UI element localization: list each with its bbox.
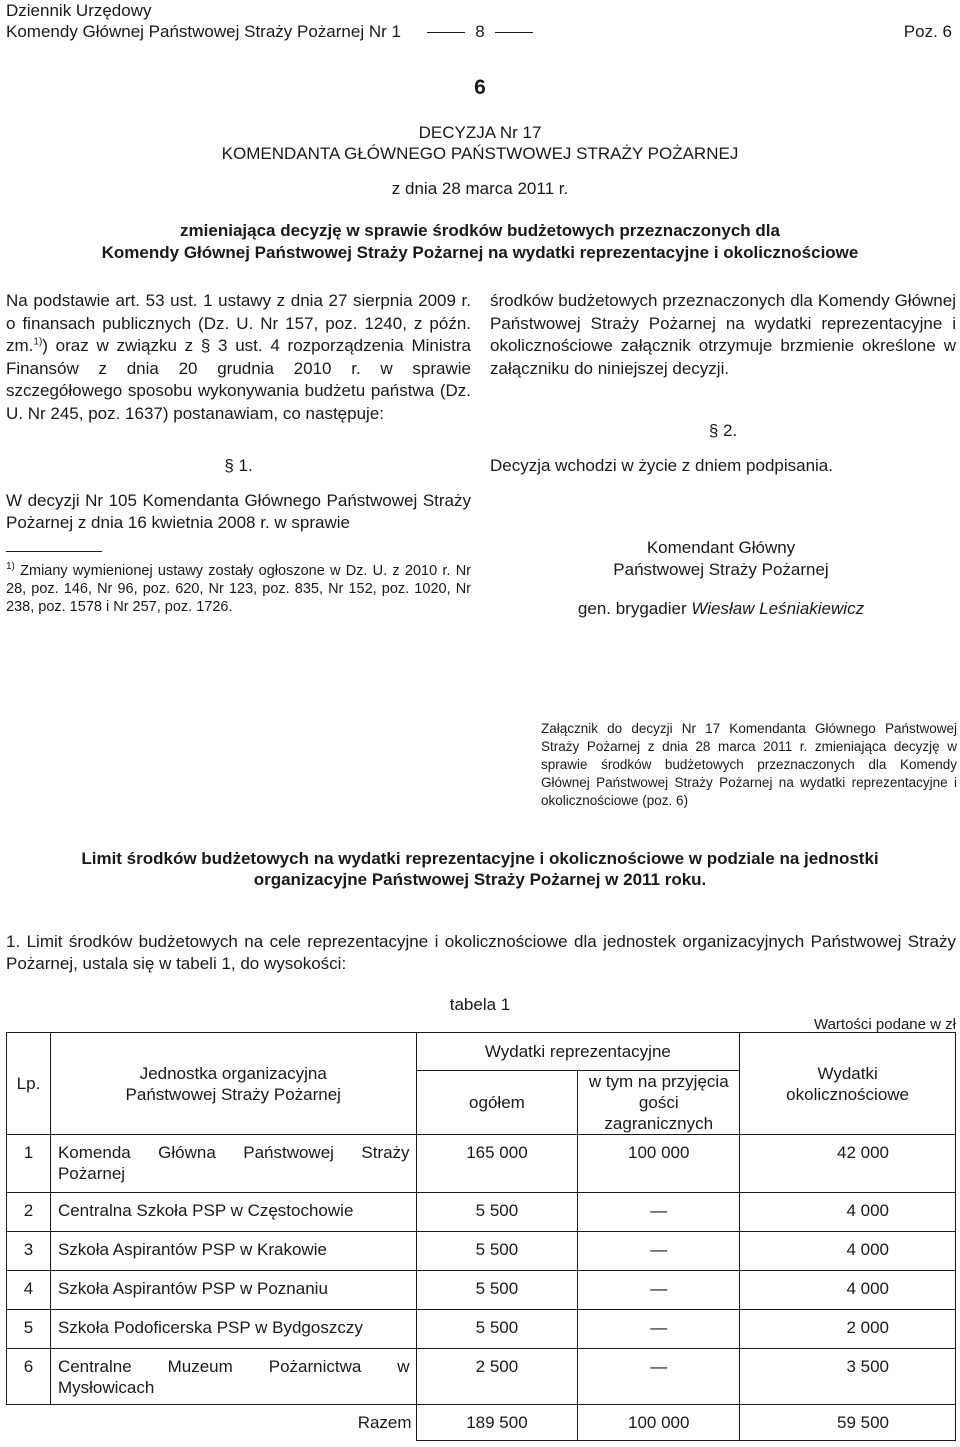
footnote-text: Zmiany wymienionej ustawy zostały ogłoszone w Dz. U. z 2010 r. Nr 28, poz. 146, Nr 96, poz. 620, Nr 123, poz. 835, Nr 152, poz. 1020, Nr 238, poz. 1578 i Nr 257, poz. 1726. xyxy=(6,563,471,615)
limit-title xyxy=(30,848,930,890)
decision-title-line2: KOMENDANTA GŁÓWNEGO PAŃSTWOWEJ STRAŻY POŻARNEJ xyxy=(221,144,739,163)
header-representative: Wydatki reprezentacyjne xyxy=(416,1033,740,1071)
row-guests: — xyxy=(578,1193,740,1232)
row-unit: Szkoła Podoficerska PSP w Bydgoszczy xyxy=(50,1310,416,1349)
header-occasional-line1: Wydatki xyxy=(817,1063,878,1083)
signature-rank: gen. brygadier xyxy=(577,599,692,618)
signature-name: Wiesław Leśniakiewicz xyxy=(691,599,865,618)
table-row xyxy=(7,1310,956,1349)
row-occasional: 4 000 xyxy=(740,1232,956,1271)
row-lp: 1 xyxy=(7,1135,51,1193)
header-guests: w tym na przyjęcia gości zagranicznych xyxy=(578,1071,740,1135)
row-occasional: 4 000 xyxy=(740,1271,956,1310)
row-guests: — xyxy=(578,1349,740,1405)
row-occasional: 4 000 xyxy=(740,1193,956,1232)
row-total: 2 500 xyxy=(416,1349,578,1405)
decision-subject-line1: zmieniająca decyzję w sprawie środków budżetowych przeznaczonych dla xyxy=(180,221,780,240)
row-lp: 6 xyxy=(7,1349,51,1405)
row-total: 5 500 xyxy=(416,1232,578,1271)
limit-title-line1: Limit środków budżetowych na wydatki reprezentacyjne i okolicznościowe w podziale na jednostki xyxy=(81,849,879,868)
units-note: Wartości podane w zł xyxy=(813,1016,956,1033)
preamble xyxy=(6,290,471,425)
row-occasional: 3 500 xyxy=(740,1349,956,1405)
table-row xyxy=(7,1232,956,1271)
signature-title-line2: Państwowej Straży Pożarnej xyxy=(613,560,829,579)
row-total: 5 500 xyxy=(416,1310,578,1349)
total-occasional: 59 500 xyxy=(740,1405,956,1441)
publication-subtitle: Komendy Głównej Państwowej Straży Pożarnej Nr 1 xyxy=(6,22,401,41)
row-guests: — xyxy=(578,1271,740,1310)
row-occasional: 42 000 xyxy=(740,1135,956,1193)
position-number: 6 xyxy=(474,76,486,99)
header-occasional-line2: okolicznościowe xyxy=(786,1084,910,1104)
header-lp: Lp. xyxy=(7,1033,51,1135)
row-total: 165 000 xyxy=(416,1135,578,1193)
footnote-ref: 1) xyxy=(33,336,43,348)
table-caption: tabela 1 xyxy=(449,995,511,1014)
row-total: 5 500 xyxy=(416,1193,578,1232)
row-lp: 3 xyxy=(7,1232,51,1271)
row-unit: Szkoła Aspirantów PSP w Krakowie xyxy=(50,1232,416,1271)
limit-intro: 1. Limit środków budżetowych na cele reprezentacyjne i okolicznościowe dla jednostek organizacyjnych Państwowej Straży Pożarnej, ustala się w tabeli 1, do wysokości: xyxy=(6,932,956,973)
footnote-marker: 1) xyxy=(6,561,15,573)
row-unit: Centralna Szkoła PSP w Częstochowie xyxy=(50,1193,416,1232)
row-guests: — xyxy=(578,1310,740,1349)
signature-title-line1: Komendant Główny xyxy=(646,538,796,557)
header-total: ogółem xyxy=(416,1071,578,1135)
preamble-text-a: Na podstawie art. 53 ust. 1 ustawy z dnia 27 sierpnia 2009 r. o finansach publicznych (Dz. U. Nr 157, poz. 1240, z późn. zm. xyxy=(6,291,471,355)
position-label: Poz. 6 xyxy=(903,22,952,41)
total-guests: 100 000 xyxy=(578,1405,740,1441)
row-lp: 5 xyxy=(7,1310,51,1349)
decision-title-line1: DECYZJA Nr 17 xyxy=(418,123,542,142)
row-unit: Szkoła Aspirantów PSP w Poznaniu xyxy=(50,1271,416,1310)
dash-right xyxy=(495,32,533,33)
dash-left xyxy=(427,32,465,33)
section-1-heading: § 1. xyxy=(224,456,253,475)
signature xyxy=(490,598,952,619)
header-occasional xyxy=(740,1033,956,1135)
row-unit: Komenda Główna Państwowej Straży Pożarnej xyxy=(50,1135,416,1193)
row-lp: 2 xyxy=(7,1193,51,1232)
section-2-text: Decyzja wchodzi w życie z dniem podpisania. xyxy=(490,456,833,475)
footnote-divider xyxy=(6,551,102,552)
row-lp: 4 xyxy=(7,1271,51,1310)
header-unit: Jednostka organizacyjna Państwowej Straży Pożarnej xyxy=(50,1033,416,1135)
publication-title: Dziennik Urzędowy xyxy=(6,1,152,20)
decision-date: z dnia 28 marca 2011 r. xyxy=(391,179,569,198)
annex-note: Załącznik do decyzji Nr 17 Komendanta Głównego Państwowej Straży Pożarnej z dnia 28 marca 2011 r. zmieniająca decyzję w sprawie środków budżetowych przeznaczonych dla Komendy Głównej Państwowej Straży Pożarnej na wydatki reprezentacyjne i okolicznościowe (poz. 6) xyxy=(541,721,957,808)
decision-subject-line2: Komendy Głównej Państwowej Straży Pożarnej na wydatki reprezentacyjne i okolicznościowe xyxy=(101,243,859,262)
row-occasional: 2 000 xyxy=(740,1310,956,1349)
limit-title-line2: organizacyjne Państwowej Straży Pożarnej w 2011 roku. xyxy=(253,870,707,889)
page-number: 8 xyxy=(475,22,485,41)
table-row xyxy=(7,1193,956,1232)
page-number-block xyxy=(0,21,960,42)
total-total: 189 500 xyxy=(416,1405,578,1441)
preamble-text-b: ) oraz w związku z § 3 ust. 4 rozporządzenia Ministra Finansów z dnia 20 grudnia 2010 r. w sprawie szczegółowego sposobu wykonywania budżetu państwa (Dz. U. Nr 245, poz. 1637) postanawiam, co następuje: xyxy=(6,336,471,423)
row-total: 5 500 xyxy=(416,1271,578,1310)
section-2-heading: § 2. xyxy=(708,421,738,440)
total-label: Razem xyxy=(357,1413,412,1433)
limits-table xyxy=(6,1032,956,1441)
section-1-text-b: środków budżetowych przeznaczonych dla Komendy Głównej Państwowej Straży Pożarnej na wydatki reprezentacyjne i okolicznościowe załącznik otrzymuje brzmienie określone w załączniku do niniejszej decyzji. xyxy=(490,291,956,378)
row-guests: 100 000 xyxy=(578,1135,740,1193)
table-row xyxy=(7,1135,956,1193)
footnote xyxy=(6,562,471,616)
table-row xyxy=(7,1349,956,1405)
section-1-text-a: W decyzji Nr 105 Komendanta Głównego Państwowej Straży Pożarnej z dnia 16 kwietnia 2008 r. w sprawie xyxy=(6,491,471,532)
row-unit: Centralne Muzeum Pożarnictwa w Mysłowicach xyxy=(50,1349,416,1405)
table-row xyxy=(7,1271,956,1310)
row-guests: — xyxy=(578,1232,740,1271)
